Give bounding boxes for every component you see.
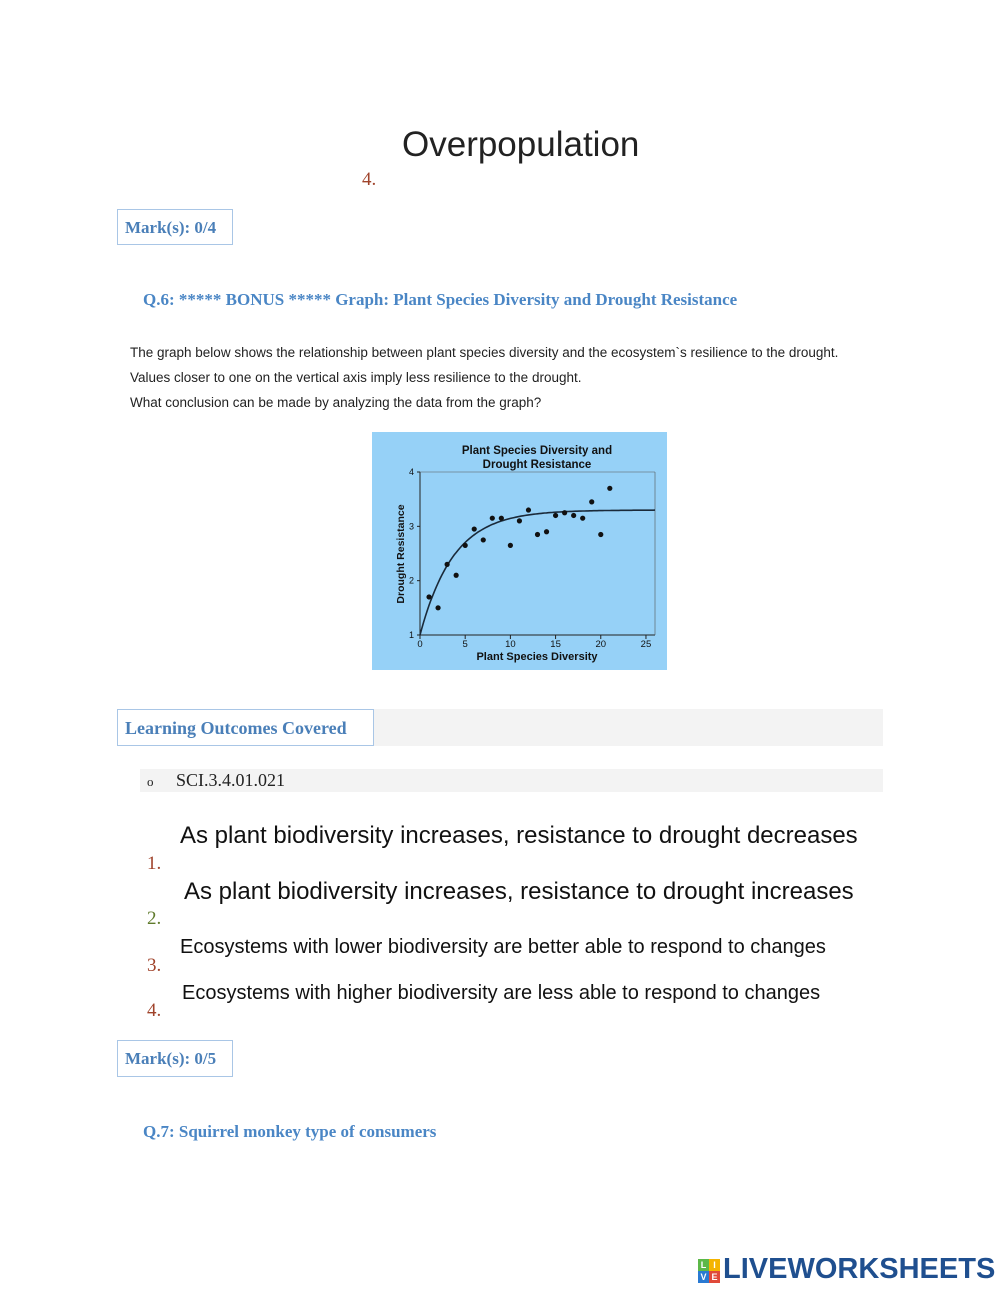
marks-badge-q5: Mark(s): 0/4 [117,209,233,245]
x-tick-label: 10 [505,639,516,650]
choice-2-number: 2. [147,908,162,929]
data-point [580,516,585,521]
data-point [526,507,531,512]
chart-svg [372,432,667,670]
y-tick-label: 3 [408,521,414,532]
data-point [598,532,603,537]
data-point [517,518,522,523]
question-title: Q.6: ***** BONUS ***** Graph: Plant Species Diversity and Drought Resistance [143,290,738,309]
data-point [426,594,431,599]
data-point [562,510,567,515]
x-tick-label: 20 [595,639,607,650]
data-point [454,573,459,578]
choice-3-number: 3. [147,955,162,976]
data-point [589,499,594,504]
x-tick-label: 15 [550,639,561,650]
data-point [535,532,540,537]
badge-letter-v: V [698,1271,709,1283]
marks-badge-q6: Mark(s): 0/5 [117,1040,233,1077]
y-tick-label: 1 [408,630,414,640]
data-point [472,526,477,531]
data-point [571,513,576,518]
outcome-code: SCI.3.4.01.021 [176,770,286,790]
data-point [463,543,468,548]
x-tick-label: 25 [640,639,652,650]
answer-number: 4. [362,169,377,190]
page-title: Overpopulation [402,125,640,164]
next-question-title: Q.7: Squirrel monkey type of consumers [143,1122,437,1141]
question-line-2: Values closer to one on the vertical axis imply less resilience to the drought. [130,370,582,385]
data-point [499,516,504,521]
trend-curve [420,510,655,635]
drought-resistance-chart [372,432,667,670]
y-axis-label: Drought Resistance [395,504,407,604]
x-tick-label: 5 [462,639,468,650]
data-point [607,486,612,491]
choice-4-number: 4. [147,1000,162,1021]
data-point [553,513,558,518]
badge-letter-i: I [709,1259,720,1271]
question-line-1: The graph below shows the relationship between plant species diversity and the ecosystem`s resilience to the drought. [130,345,839,360]
choice-1-number: 1. [147,853,162,874]
data-point [445,562,450,567]
y-tick-label: 4 [408,467,414,477]
y-tick-label: 2 [408,575,414,586]
badge-letter-e: E [709,1271,720,1283]
choice-1-text[interactable]: As plant biodiversity increases, resistance to drought decreases [180,822,858,849]
brand-logo [698,1253,996,1286]
data-point [490,516,495,521]
choice-4-text[interactable]: Ecosystems with higher biodiversity are less able to respond to changes [182,982,821,1004]
brand-badge-icon [698,1259,720,1283]
choice-3-text[interactable]: Ecosystems with lower biodiversity are better able to respond to changes [180,936,826,958]
learning-outcomes-label: Learning Outcomes Covered [117,709,374,746]
x-tick-label: 0 [417,639,423,650]
badge-letter-l: L [698,1259,709,1271]
question-line-3: What conclusion can be made by analyzing the data from the graph? [130,395,542,410]
choice-2-text[interactable]: As plant biodiversity increases, resistance to drought increases [184,878,854,905]
chart-title-line-2: Drought Resistance [482,459,592,471]
x-axis-label: Plant Species Diversity [476,651,598,663]
data-point [508,543,513,548]
outcome-bullet: o [147,774,154,789]
brand-name: LIVEWORKSHEETS [723,1253,996,1285]
data-point [481,537,486,542]
question-text [130,340,890,415]
data-point [544,529,549,534]
chart-title-line-1: Plant Species Diversity and [461,445,613,457]
data-point [435,605,440,610]
